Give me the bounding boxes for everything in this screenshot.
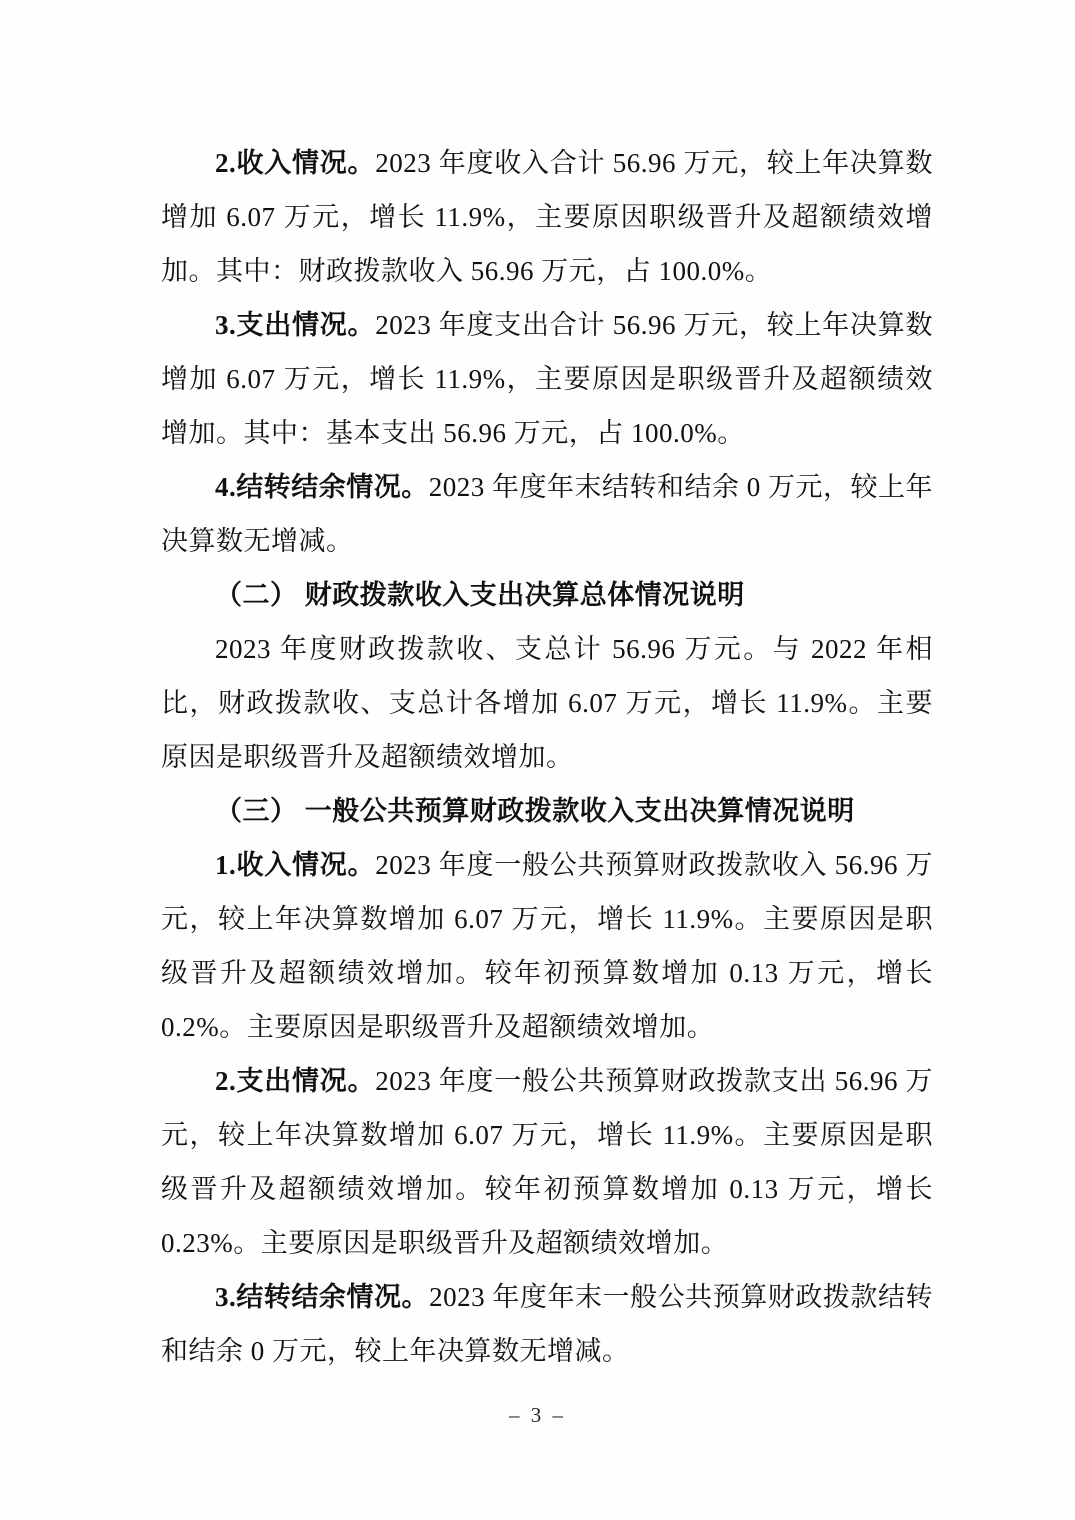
paragraph-lead-gpb-income: 1.收入情况。 xyxy=(215,850,376,880)
paragraph-gpb-income xyxy=(161,838,933,1054)
page-number: – 3 – xyxy=(509,1403,566,1427)
paragraph-gpb-carryover xyxy=(161,1270,933,1378)
document-body xyxy=(161,136,933,1378)
paragraph-text-fiscal-appropriation: 2023 年度财政拨款收、支总计 56.96 万元。与 2022 年相比，财政拨款收、支总计各增加 6.07 万元，增长 11.9%。主要原因是职级晋升及超额绩效增加。 xyxy=(161,634,933,772)
paragraph-lead-carryover: 4.结转结余情况。 xyxy=(215,472,429,502)
section-heading-fiscal-appropriation: （二） 财政拨款收入支出决算总体情况说明 xyxy=(215,580,745,610)
paragraph-lead-gpb-carryover: 3.结转结余情况。 xyxy=(215,1282,430,1312)
paragraph-text-carryover: 2023 年度年末结转和结余 0 万元，较上年决算数无增减。 xyxy=(161,472,933,556)
paragraph-text-gpb-income: 2023 年度一般公共预算财政拨款收入 56.96 万元，较上年决算数增加 6.07 万元，增长 11.9%。主要原因是职级晋升及超额绩效增加。较年初预算数增加 0.13 万元，增长 0.2%。主要原因是职级晋升及超额绩效增加。 xyxy=(161,850,933,1042)
paragraph-carryover xyxy=(161,460,933,568)
paragraph-total-expenditure xyxy=(161,298,933,460)
paragraph-text-expenditure: 2023 年度支出合计 56.96 万元，较上年决算数增加 6.07 万元，增长 11.9%，主要原因是职级晋升及超额绩效增加。其中：基本支出 56.96 万元，占 100.0%。 xyxy=(161,310,933,448)
paragraph-lead-income: 2.收入情况。 xyxy=(215,148,376,178)
paragraph-total-income xyxy=(161,136,933,298)
paragraph-lead-expenditure: 3.支出情况。 xyxy=(215,310,376,340)
paragraph-lead-gpb-expenditure: 2.支出情况。 xyxy=(215,1066,376,1096)
paragraph-fiscal-appropriation-overview xyxy=(161,622,933,784)
paragraph-text-income: 2023 年度收入合计 56.96 万元，较上年决算数增加 6.07 万元，增长 11.9%，主要原因职级晋升及超额绩效增加。其中：财政拨款收入 56.96 万元，占 100.0%。 xyxy=(161,148,933,286)
paragraph-text-gpb-expenditure: 2023 年度一般公共预算财政拨款支出 56.96 万元，较上年决算数增加 6.07 万元，增长 11.9%。主要原因是职级晋升及超额绩效增加。较年初预算数增加 0.13 万元，增长 0.23%。主要原因是职级晋升及超额绩效增加。 xyxy=(161,1066,933,1258)
paragraph-gpb-expenditure xyxy=(161,1054,933,1270)
section-heading-general-public-budget: （三） 一般公共预算财政拨款收入支出决算情况说明 xyxy=(215,796,855,826)
paragraph-text-gpb-carryover: 2023 年度年末一般公共预算财政拨款结转和结余 0 万元，较上年决算数无增减。 xyxy=(161,1282,934,1366)
